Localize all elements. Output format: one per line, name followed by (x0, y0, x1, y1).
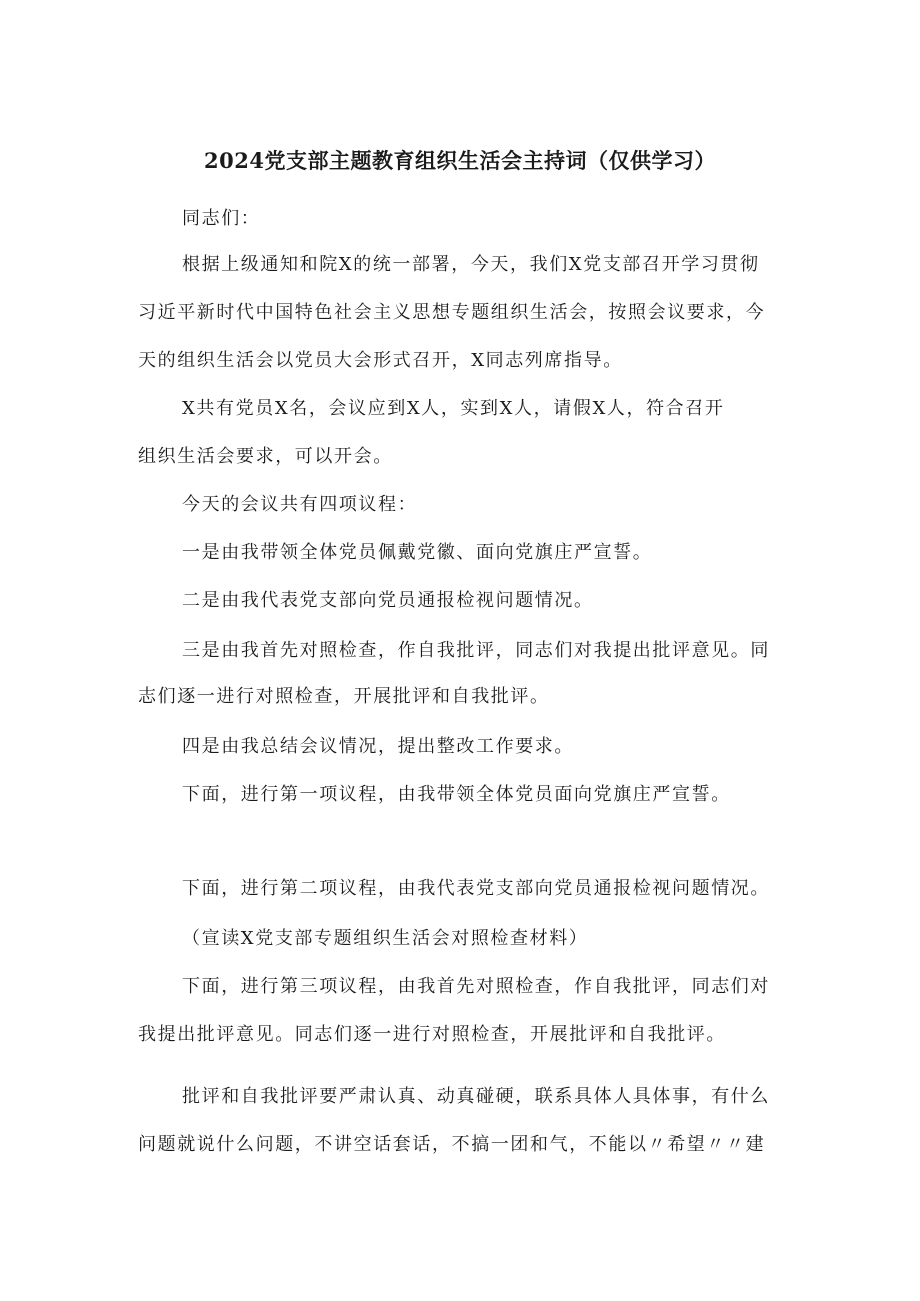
paragraph-line: （宣读X党支部专题组织生活会对照检查材料） (182, 928, 589, 949)
paragraph-line: 三是由我首先对照检查，作自我批评，同志们对我提出批评意见。同 (182, 640, 770, 661)
paragraph-line: 二是由我代表党支部向党员通报检视问题情况。 (182, 590, 594, 611)
paragraph-line: X共有党员X名，会议应到X人，实到X人，请假X人，符合召开 (182, 398, 725, 419)
paragraph-line: 根据上级通知和院X的统一部署，今天，我们X党支部召开学习贯彻 (182, 254, 760, 275)
paragraph-line: 志们逐一进行对照检查，开展批评和自我批评。 (138, 686, 550, 707)
paragraph-line: 下面，进行第一项议程，由我带领全体党员面向党旗庄严宣誓。 (182, 784, 731, 805)
paragraph-line: 批评和自我批评要严肃认真、动真碰硬，联系具体人具体事，有什么 (182, 1086, 770, 1107)
paragraph-line: 组织生活会要求，可以开会。 (138, 446, 393, 467)
paragraph-line: 同志们： (182, 208, 261, 229)
paragraph-line: 我提出批评意见。同志们逐一进行对照检查，开展批评和自我批评。 (138, 1024, 726, 1045)
document-title: 2024党支部主题教育组织生活会主持词（仅供学习） (204, 148, 716, 173)
paragraph-line: 天的组织生活会以党员大会形式召开，X同志列席指导。 (138, 350, 623, 371)
paragraph-line: 习近平新时代中国特色社会主义思想专题组织生活会，按照会议要求，今 (138, 302, 766, 323)
paragraph-line: 问题就说什么问题，不讲空话套话，不搞一团和气，不能以〃希望〃〃建 (138, 1134, 766, 1155)
paragraph-line: 四是由我总结会议情况，提出整改工作要求。 (182, 736, 574, 757)
paragraph-line: 一是由我带领全体党员佩戴党徽、面向党旗庄严宣誓。 (182, 542, 653, 563)
paragraph-line: 下面，进行第二项议程，由我代表党支部向党员通报检视问题情况。 (182, 878, 770, 899)
paragraph-line: 今天的会议共有四项议程： (182, 494, 418, 515)
paragraph-line: 下面，进行第三项议程，由我首先对照检查，作自我批评，同志们对 (182, 976, 770, 997)
